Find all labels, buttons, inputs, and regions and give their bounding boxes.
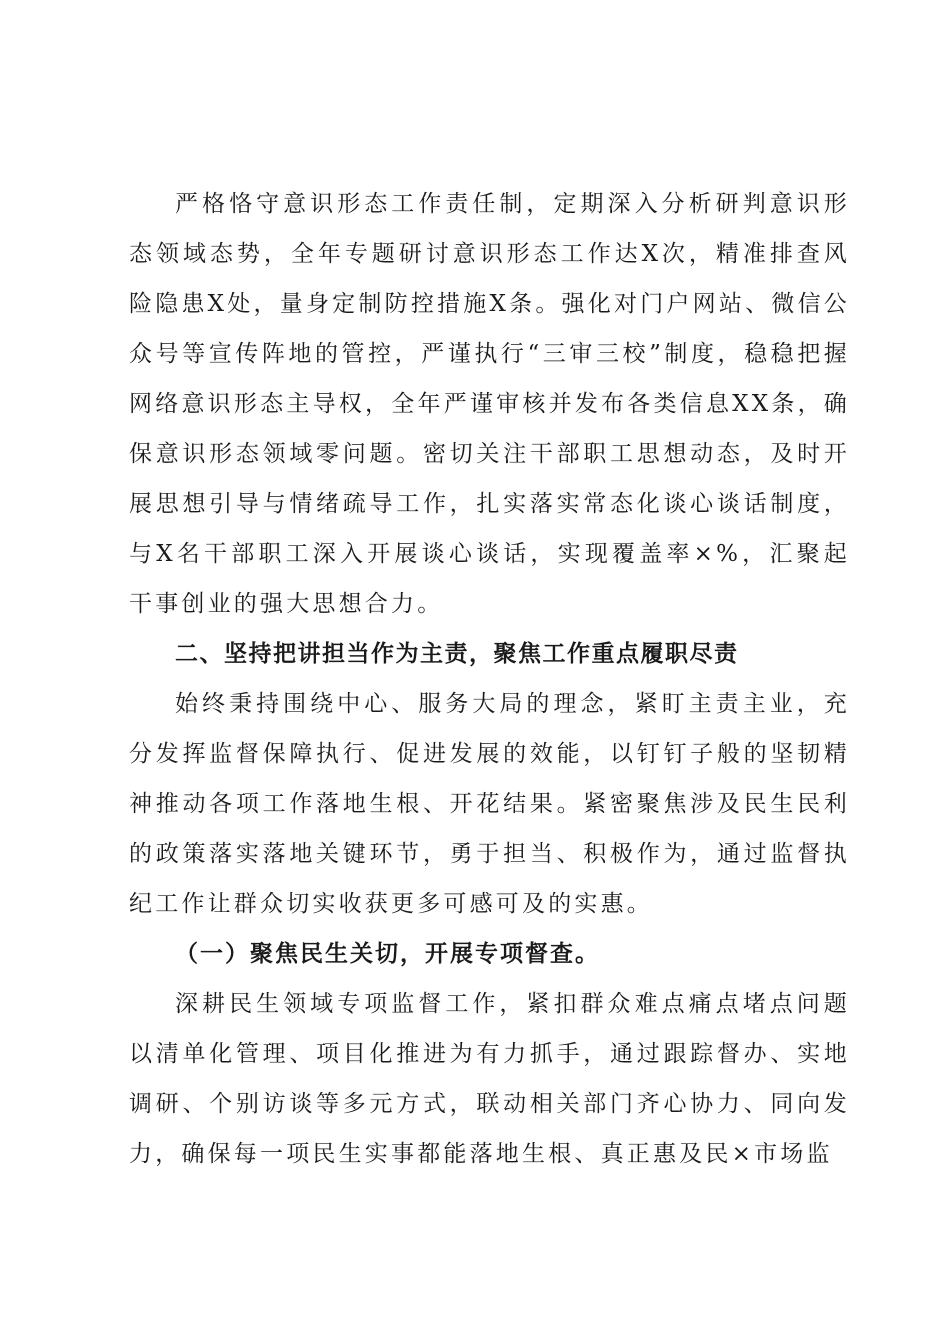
body-paragraph: 深耕民生领域专项监督工作，紧扣群众难点痛点堵点问题以清单化管理、项目化推进为有力抓手，通过跟踪督办、实地调研、个别访谈等多元方式，联动相关部门齐心协力、同向发力，确保每一项民生实事都能落地生根、真正惠及民×市场监 <box>129 991 850 1167</box>
body-paragraph: 始终秉持围绕中心、服务大局的理念，紧盯主责主业，充分发挥监督保障执行、促进发展的效能，以钉钉子般的坚韧精神推动各项工作落地生根、开花结果。紧密聚焦涉及民生民利的政策落实落地关键环节，勇于担当、积极作为，通过监督执纪工作让群众切实收获更多可感可及的实惠。 <box>129 691 850 917</box>
subsection-heading: （一）聚焦民生关切，开展专项督查。 <box>175 940 600 967</box>
document-body <box>129 179 850 1179</box>
section-heading: 二、坚持把讲担当作为主责，聚焦工作重点履职尽责 <box>175 641 739 667</box>
body-paragraph: 严格恪守意识形态工作责任制，定期深入分析研判意识形态领域态势，全年专题研讨意识形态工作达X次，精准排查风险隐患X处，量身定制防控措施X条。强化对门户网站、微信公众号等宣传阵地的管控，严谨执行“三审三校”制度，稳稳把握网络意识形态主导权，全年严谨审核并发布各类信息XX条，确保意识形态领域零问题。密切关注干部职工思想动态，及时开展思想引导与情绪疏导工作，扎实落实常态化谈心谈话制度，与X名干部职工深入开展谈心谈话，实现覆盖率×%，汇聚起干事创业的强大思想合力。 <box>129 191 850 617</box>
